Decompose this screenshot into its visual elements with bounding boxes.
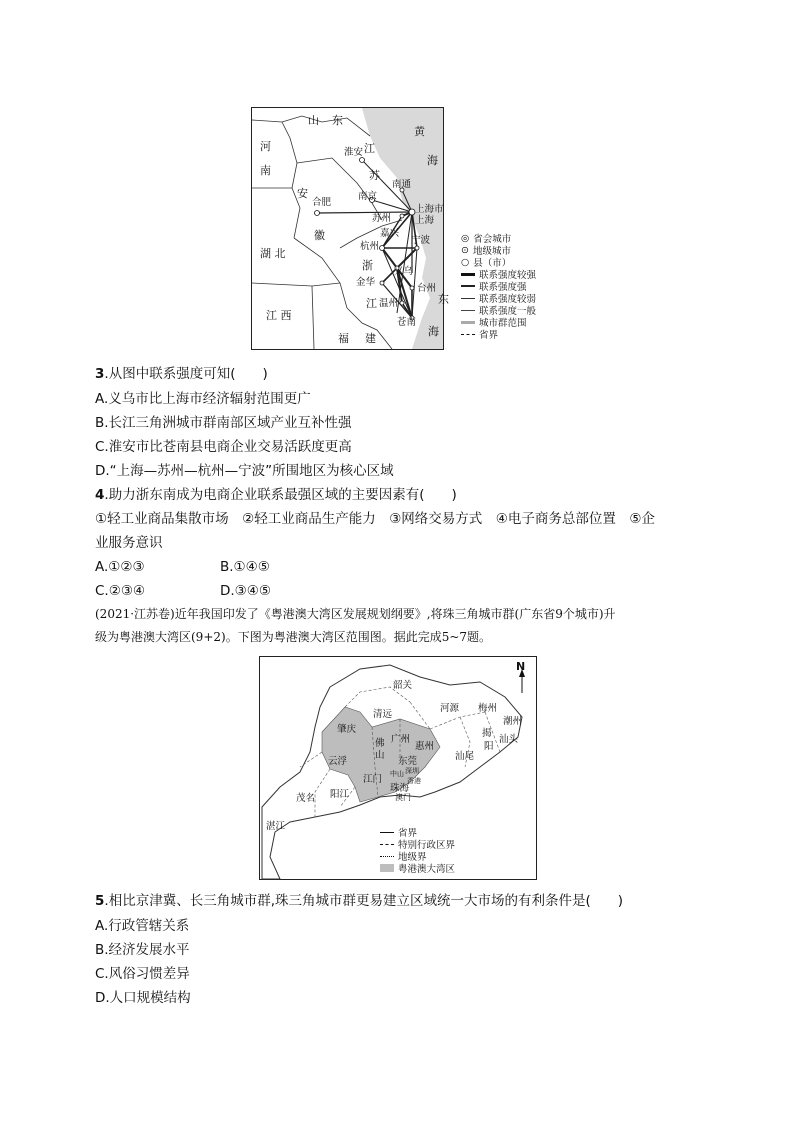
city-jiangmen: 江门 [363, 774, 383, 785]
province-border-icon [461, 334, 475, 335]
city-meizhou: 梅州 [478, 703, 498, 714]
q5-stem-text: .相比京津冀、长三角城市群,珠三角城市群更易建立区域统一大市场的有利条件是( ) [104, 893, 624, 909]
city-shanghai: 上海 [415, 215, 435, 226]
sar-border-icon [380, 844, 394, 845]
label-hubei: 湖 北 [260, 247, 286, 260]
normal-link-icon [461, 310, 475, 311]
city-guangzhou: 广州 [391, 734, 411, 745]
legend-label: 城市群范围 [479, 318, 527, 329]
q4-stem [95, 487, 457, 503]
q5-option-c: C.风俗习惯差异 [95, 966, 190, 982]
label-fujian: 福 [338, 332, 349, 345]
q4-number: 4 [95, 487, 105, 503]
city-nanjing: 南京 [358, 191, 378, 202]
label-henan: 河 [260, 140, 271, 153]
city-foshan: 山 [375, 750, 385, 761]
legend-label: 粤港澳大湾区 [398, 864, 456, 875]
q4-option-c: C.②③④ [95, 583, 146, 599]
city-maoming: 茂名 [296, 793, 316, 804]
label-donghai: 海 [428, 325, 439, 338]
bay-area-fill-icon [380, 864, 394, 872]
city-zhuhai: 珠海 [390, 783, 410, 794]
city-huaian: 淮安 [344, 147, 364, 158]
q5-stem [95, 893, 623, 909]
city-zhaoqing: 肇庆 [337, 724, 357, 735]
q3-stem [95, 366, 268, 382]
label-fujian: 建 [365, 332, 376, 345]
label-huanghai: 海 [427, 154, 438, 167]
north-arrow-icon: N [516, 660, 526, 673]
legend-label: 特别行政区界 [398, 840, 456, 851]
city-shantou: 汕头 [499, 734, 519, 745]
city-wenzhou: 温州 [379, 298, 399, 309]
legend-label: 省会城市 [473, 234, 512, 245]
q3-stem-text: .从图中联系强度可知( ) [104, 366, 268, 382]
weak-link-icon [461, 298, 475, 299]
label-jiangsu: 苏 [369, 169, 380, 182]
legend-label: 联系强度较弱 [479, 294, 537, 305]
city-yunfu: 云浮 [328, 756, 348, 767]
city-shenzhen: 深圳 [405, 767, 419, 775]
legend-label: 联系强度较强 [479, 270, 537, 281]
label-zhejiang: 江 [366, 297, 377, 310]
capital-city-icon: ◎ [461, 232, 470, 244]
q3-option-d: D.“上海—苏州—杭州—宁波”所围地区为核心区域 [95, 463, 394, 479]
label-donghai: 东 [438, 293, 449, 306]
legend-label: 地级城市 [472, 246, 511, 257]
city-shanghai-municipality: 上海市 [415, 204, 444, 215]
city-jiaxing: 嘉兴 [380, 228, 400, 239]
q3-option-a: A.义乌市比上海市经济辐射范围更广 [95, 391, 311, 407]
q5-option-a: A.行政管辖关系 [95, 918, 190, 934]
q4-items-line2: 业服务意识 [95, 535, 163, 551]
legend-label: 联系强度强 [479, 282, 527, 293]
city-ningbo: 宁波 [411, 235, 431, 246]
prefecture-city-icon: ⊙ [461, 244, 469, 256]
q4-option-a: A.①②③ [95, 559, 145, 575]
city-cangnan: 苍南 [397, 317, 417, 328]
label-jiangsu: 江 [364, 142, 375, 155]
q5-option-b: B.经济发展水平 [95, 942, 190, 958]
county-city-icon: ○ [461, 256, 470, 268]
city-taizhou: 台州 [417, 283, 437, 294]
city-jieyang: 阳 [484, 741, 494, 752]
q4-option-d: D.③④⑤ [220, 583, 271, 599]
city-border-icon [380, 856, 394, 857]
legend-item [380, 861, 455, 875]
strong-link-icon [461, 285, 475, 287]
city-hefei: 合肥 [312, 197, 332, 208]
city-macau: 澳门 [395, 793, 411, 802]
q4-items-line1: ①轻工业商品集散市场 ②轻工业商品生产能力 ③网络交易方式 ④电子商务总部位置 ⑤企 [95, 511, 656, 527]
city-chaozhou: 潮州 [503, 716, 523, 727]
province-border-icon [380, 832, 394, 833]
city-hongkong: 香港 [407, 777, 421, 785]
city-zhongshan: 中山 [390, 770, 404, 778]
city-zhanjiang: 湛江 [266, 821, 286, 832]
legend-label: 地级界 [398, 852, 427, 863]
legend-item [461, 327, 498, 341]
label-shandong: 山 [308, 114, 319, 127]
intro-line2: 级为粤港澳大湾区(9+2)。下图为粤港澳大湾区范围图。据此完成5~7题。 [95, 630, 492, 644]
city-suzhou: 苏州 [372, 213, 392, 224]
label-huanghai: 黄 [414, 125, 425, 138]
city-dongguan: 东莞 [398, 756, 418, 767]
label-zhejiang: 浙 [362, 259, 373, 272]
label-henan: 南 [260, 164, 271, 177]
city-yiwu: 义乌 [394, 266, 414, 277]
legend-label: 省界 [398, 828, 418, 839]
city-huizhou: 惠州 [415, 741, 435, 752]
city-shaoguan: 韶关 [393, 680, 413, 691]
city-foshan: 佛 [375, 738, 385, 749]
q3-number: 3 [95, 366, 105, 382]
q4-stem-text: .助力浙东南成为电商企业联系最强区域的主要因素有( ) [104, 487, 457, 503]
yangtze-delta-map [251, 107, 449, 350]
q5-option-d: D.人口规模结构 [95, 990, 191, 1006]
intro-line1: (2021·江苏卷)近年我国印发了《粤港澳大湾区发展规划纲要》,将珠三角城市群(广东省9个城市)升 [95, 607, 616, 621]
city-group-range-icon [461, 321, 475, 324]
city-yangjiang: 阳江 [330, 789, 350, 800]
q4-option-b: B.①④⑤ [220, 559, 270, 575]
label-shandong: 东 [332, 114, 343, 127]
legend-label: 联系强度一般 [479, 306, 537, 317]
city-hangzhou: 杭州 [360, 241, 380, 252]
label-anhui: 徽 [314, 229, 325, 242]
greater-bay-area-map [259, 656, 537, 880]
legend-label: 省界 [479, 330, 499, 341]
q3-option-c: C.淮安市比苍南县电商企业交易活跃度更高 [95, 439, 352, 455]
strongest-link-icon [461, 273, 475, 276]
label-anhui: 安 [297, 187, 308, 200]
q5-number: 5 [95, 893, 105, 909]
city-nantong: 南通 [392, 179, 412, 190]
city-shanwei: 汕尾 [455, 751, 475, 762]
city-jieyang: 揭 [482, 728, 492, 739]
city-qingyuan: 清远 [373, 709, 393, 720]
city-jinhua: 金华 [356, 277, 376, 288]
label-jiangxi: 江 西 [266, 309, 292, 322]
legend-label: 县（市） [473, 258, 512, 269]
city-heyuan: 河源 [440, 703, 460, 714]
q3-option-b: B.长江三角洲城市群南部区域产业互补性强 [95, 415, 352, 431]
